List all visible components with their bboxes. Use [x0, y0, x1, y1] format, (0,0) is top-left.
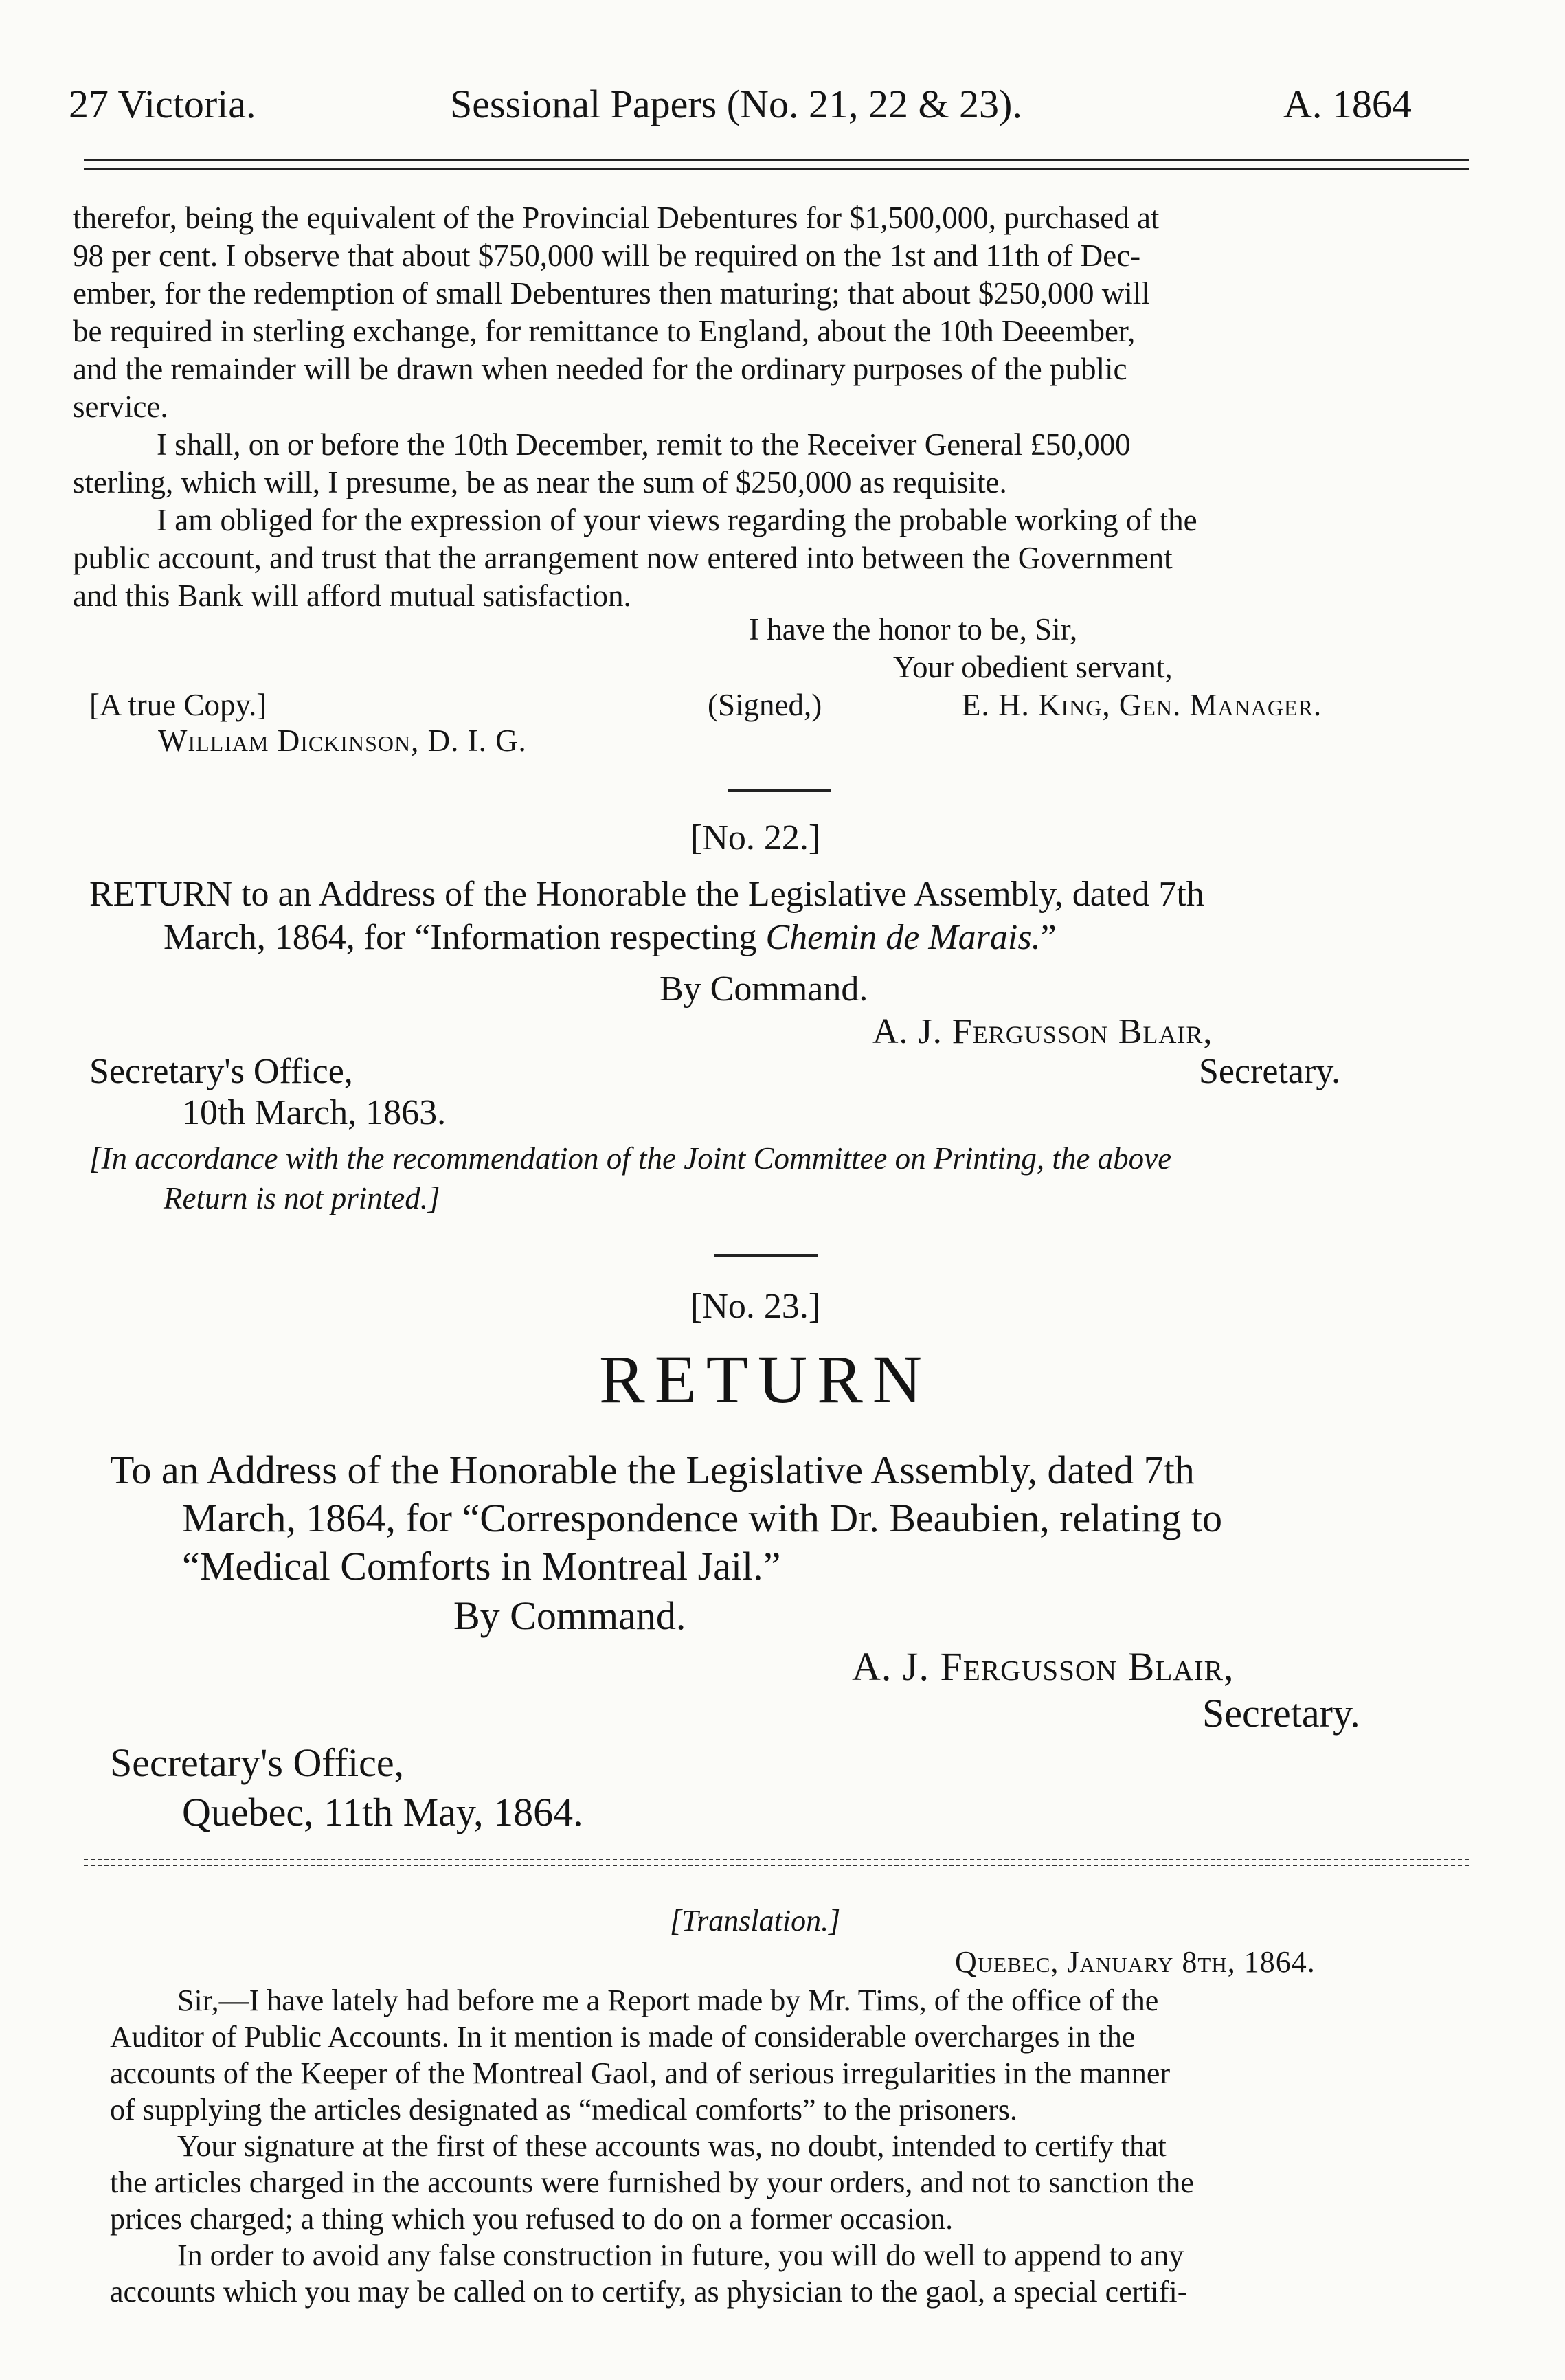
no23-return-title: RETURN	[599, 1341, 932, 1417]
text-line: I shall, on or before the 10th December, remit to the Receiver General £50,000	[157, 427, 1131, 462]
no23-secretary: Secretary.	[1202, 1691, 1360, 1736]
section-divider	[714, 1254, 818, 1257]
dashed-rule	[84, 1865, 1469, 1866]
no22-by-command: By Command.	[660, 969, 868, 1009]
translation-label: [Translation.]	[670, 1904, 841, 1938]
page-header-left: 27 Victoria.	[69, 82, 256, 126]
text-line: service.	[73, 390, 168, 424]
text-line: public account, and trust that the arrangement now entered into between the Government	[73, 541, 1173, 575]
text-line: Your signature at the first of these accounts was, no doubt, intended to certify that	[177, 2129, 1167, 2163]
text-line: prices charged; a thing which you refused to do on a former occasion.	[110, 2202, 954, 2236]
letter-closing: I have the honor to be, Sir,	[749, 612, 1078, 647]
no23-line1: To an Address of the Honorable the Legislative Assembly, dated 7th	[110, 1448, 1195, 1492]
page-header-center: Sessional Papers (No. 21, 22 & 23).	[450, 82, 1022, 126]
text-line: 98 per cent. I observe that about $750,000 will be required on the 1st and 11th of Dec-	[73, 238, 1141, 273]
text-line: therefor, being the equivalent of the Provincial Debentures for $1,500,000, purchased at	[73, 201, 1160, 235]
no23-line3: “Medical Comforts in Montreal Jail.”	[182, 1544, 781, 1588]
letter-body	[73, 199, 1197, 615]
header-rule-bottom	[84, 168, 1469, 170]
no23-office: Secretary's Office,	[110, 1740, 405, 1785]
no22-return-line2: March, 1864, for “Information respecting Chemin de Marais.”	[164, 918, 1057, 957]
signed-label: (Signed,)	[708, 688, 822, 722]
no23-heading: [No. 23.]	[690, 1287, 821, 1326]
text-line: ember, for the redemption of small Debentures then maturing; that about $250,000 will	[73, 276, 1150, 311]
translation-dateline: Quebec, January 8th, 1864.	[955, 1945, 1316, 1979]
no22-return-line1: RETURN to an Address of the Honorable the Legislative Assembly, dated 7th	[89, 875, 1204, 914]
translation-body	[110, 1982, 1194, 2310]
no22-date: 10th March, 1863.	[182, 1093, 447, 1132]
no22-secretary: Secretary.	[1199, 1052, 1340, 1091]
no23-line2: March, 1864, for “Correspondence with Dr. Beaubien, relating to	[182, 1496, 1223, 1540]
signer-name: E. H. King, Gen. Manager.	[962, 688, 1322, 722]
no22-office: Secretary's Office,	[89, 1052, 353, 1091]
no22-note-line1: [In accordance with the recommendation of the Joint Committee on Printing, the above	[89, 1141, 1172, 1176]
text-line: I am obliged for the expression of your views regarding the probable working of the	[157, 503, 1197, 537]
text-line: of supplying the articles designated as “medical comforts” to the prisoners.	[110, 2093, 1017, 2126]
no23-by-command: By Command.	[453, 1593, 686, 1638]
letter-closing-servant: Your obedient servant,	[893, 650, 1173, 684]
text-line: the articles charged in the accounts were furnished by your orders, and not to sanction the	[110, 2166, 1194, 2199]
no22-heading: [No. 22.]	[690, 818, 821, 857]
text-line: and this Bank will afford mutual satisfaction.	[73, 579, 631, 613]
no23-date: Quebec, 11th May, 1864.	[182, 1790, 583, 1834]
section-divider	[728, 789, 831, 792]
text-line: accounts of the Keeper of the Montreal Gaol, and of serious irregularities in the manner	[110, 2056, 1171, 2090]
text-line: Sir,—I have lately had before me a Report made by Mr. Tims, of the office of the	[177, 1984, 1159, 2017]
dashed-rule	[84, 1859, 1469, 1860]
header-rule-top	[84, 159, 1469, 161]
text-line: Auditor of Public Accounts. In it mention is made of considerable overcharges in the	[110, 2020, 1136, 2054]
text-line: In order to avoid any false construction in future, you will do well to append to any	[177, 2238, 1184, 2272]
certifier-name: William Dickinson, D. I. G.	[158, 723, 527, 758]
page-header-right: A. 1864	[1283, 82, 1412, 126]
text-line: and the remainder will be drawn when needed for the ordinary purposes of the public	[73, 352, 1127, 386]
no22-signer: A. J. Fergusson Blair,	[872, 1012, 1213, 1051]
no23-signer: A. J. Fergusson Blair,	[852, 1644, 1235, 1689]
text-line: be required in sterling exchange, for remittance to England, about the 10th Deeember,	[73, 314, 1136, 348]
no22-note-line2: Return is not printed.]	[164, 1181, 440, 1215]
text-line: sterling, which will, I presume, be as near the sum of $250,000 as requisite.	[73, 465, 1007, 499]
true-copy-label: [A true Copy.]	[89, 688, 267, 722]
text-line: accounts which you may be called on to certify, as physician to the gaol, a special certifi-	[110, 2275, 1188, 2309]
